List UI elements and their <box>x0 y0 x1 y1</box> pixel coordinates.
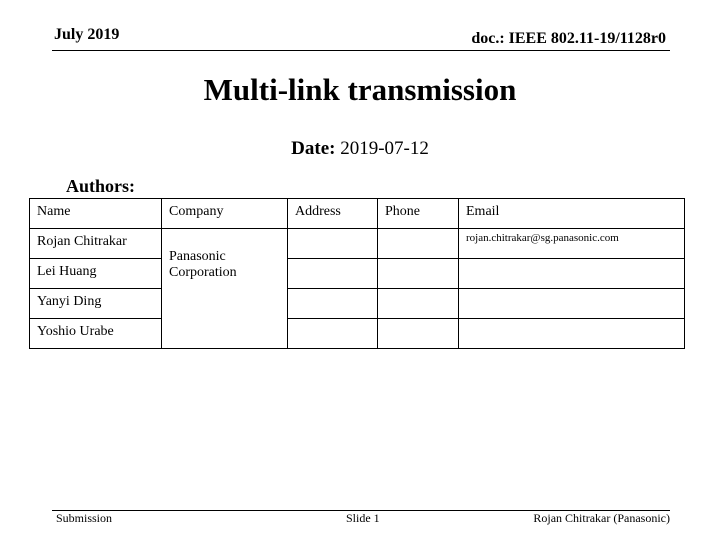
author-address <box>288 319 378 349</box>
table-row <box>30 319 685 349</box>
author-name: Rojan Chitrakar <box>30 229 162 259</box>
date-value: 2019-07-12 <box>340 138 429 159</box>
author-name: Yoshio Urabe <box>30 319 162 349</box>
authors-table <box>29 198 685 349</box>
author-email <box>459 259 685 289</box>
column-header-name: Name <box>30 199 162 229</box>
table-header-row <box>30 199 685 229</box>
author-name: Lei Huang <box>30 259 162 289</box>
date-label: Date: <box>291 138 336 159</box>
column-header-phone: Phone <box>378 199 459 229</box>
company-name: Panasonic Corporation <box>169 249 237 280</box>
footer-author: Rojan Chitrakar (Panasonic) <box>533 511 670 525</box>
header-date: July 2019 <box>54 26 120 43</box>
author-email <box>459 289 685 319</box>
table-row <box>30 229 685 259</box>
header-doc-id: doc.: IEEE 802.11-19/1128r0 <box>471 30 666 47</box>
slide-title: Multi-link transmission <box>203 72 517 107</box>
table-row <box>30 259 685 289</box>
column-header-email: Email <box>459 199 685 229</box>
footer-slide-number: Slide 1 <box>346 511 380 525</box>
author-company <box>162 229 288 349</box>
author-address <box>288 289 378 319</box>
author-phone <box>378 259 459 289</box>
author-email: rojan.chitrakar@sg.panasonic.com <box>459 229 685 259</box>
author-address <box>288 259 378 289</box>
author-address <box>288 229 378 259</box>
date-line <box>0 138 720 160</box>
author-phone <box>378 319 459 349</box>
author-phone <box>378 229 459 259</box>
column-header-address: Address <box>288 199 378 229</box>
table-row <box>30 289 685 319</box>
authors-heading: Authors: <box>66 176 136 196</box>
column-header-company: Company <box>162 199 288 229</box>
author-name: Yanyi Ding <box>30 289 162 319</box>
author-phone <box>378 289 459 319</box>
footer-submission: Submission <box>56 511 113 525</box>
author-email <box>459 319 685 349</box>
header-divider <box>52 50 670 51</box>
